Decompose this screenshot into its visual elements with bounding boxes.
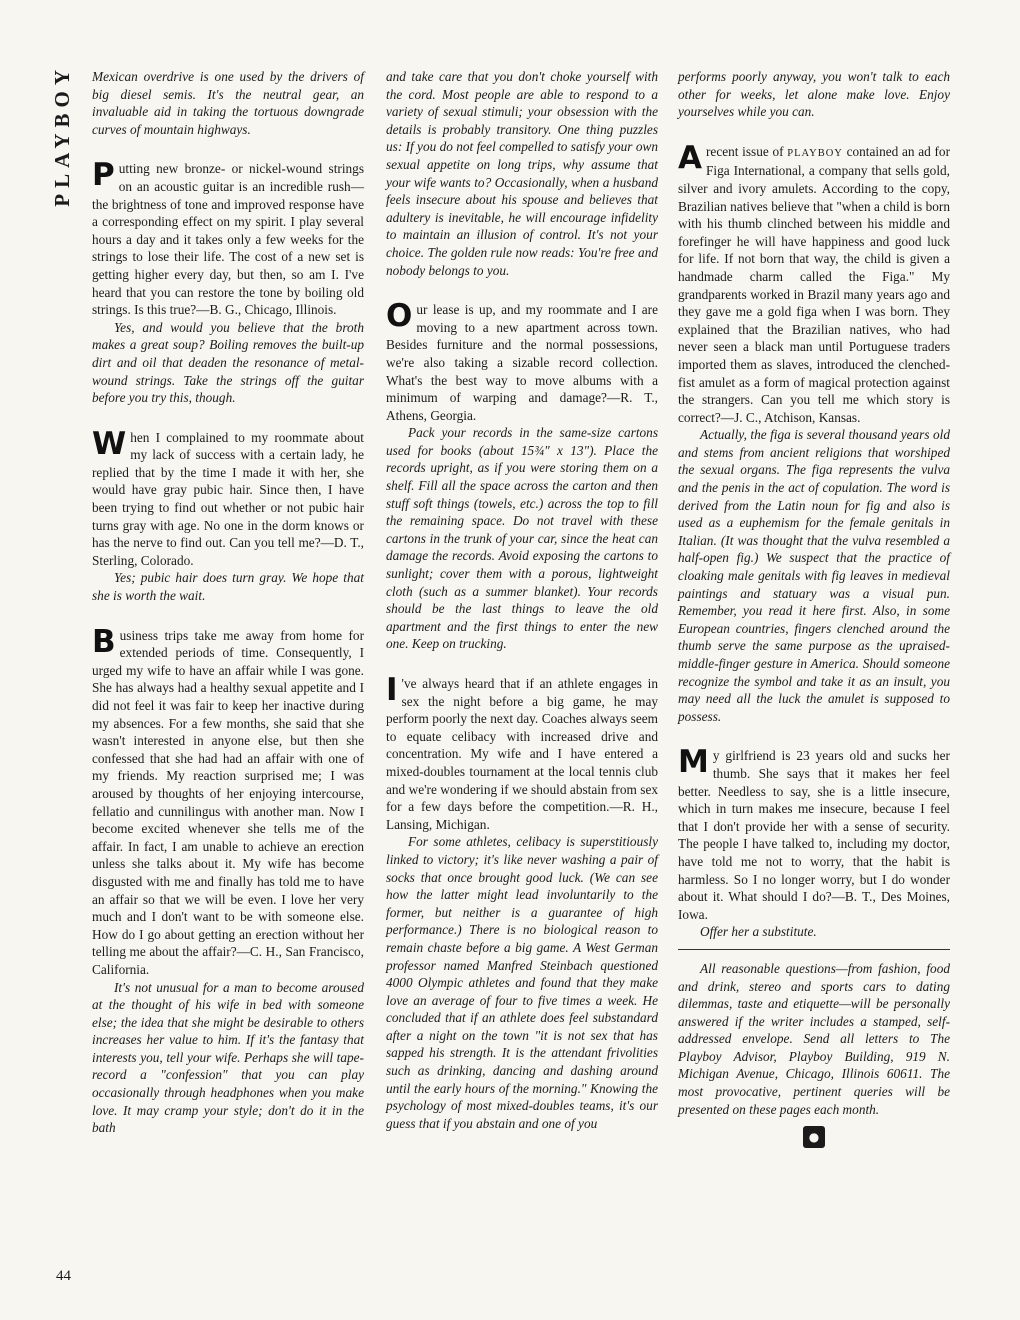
answer-text: For some athletes, celibacy is superstitiously linked to victory; it's like never washing a pair of socks that once brought good luck. (We can see how the latter might lead involuntarily to the former, but neither is a guarantee of high performance.) There is no biological reason to remain chaste before a big game. A West German professor named Manfred Steinbach questioned 4000 Olympic athletes and found that they make love an average of four to five times a week. He concluded that if an athlete does feel substandard after a night on the town "it is not sex that has sapped his strength. It is the attendant frivolities such as drinking, dancing and dashing around until the early hours of the morning." Knowing the psychology of most mixed-doubles teams, it's our guess that if you abstain and one of you: [386, 834, 658, 1131]
question-text: My girlfriend is 23 years old and sucks her thumb. She says that it makes her feel better. Needless to say, she is a little insecure, which in turn makes me insecure, because I feel that I don't provide her with a sense of security. The people I have talked to, including my doctor, have told me not to worry, that the habit is harmless. So I no longer worry, but I do wonder about it. What should I do?—B. T., Des Moines, Iowa.: [678, 744, 950, 922]
column-2: [386, 68, 658, 1132]
answer-text: performs poorly anyway, you won't talk to each other for weeks, let alone make love. Enjoy yourselves while you can.: [678, 69, 950, 120]
answer-text: Yes, and would you believe that the broth makes a great soup? Boiling removes the built-up dirt and oil that deaden the resonance of metal-wound strings. Take the strings off the guitar before you try this, though.: [92, 319, 364, 406]
answer-text: Offer her a substitute.: [700, 924, 817, 940]
answer-text: Pack your records in the same-size cartons used for books (about 15¾" x 13"). Place the records upright, as if you were storing them on a shelf. Fill all the space across the carton and then stuff soft things (towels, etc.) across the top to fill the remaining space. Do not travel with these cartons in the trunk of your car, since the heat can damage the records. Avoid exposing the cartons to sunlight; cover them with a porous, lightweight cloth (such as a summer blanket). Your records should be the last things to leave the old apartment and the first things to enter the new one. Keep on trucking.: [386, 425, 658, 652]
masthead: PLAYBOY: [50, 64, 74, 207]
drop-cap: I: [386, 672, 398, 708]
answer-text: It's not unusual for a man to become aroused at the thought of his wife in bed with someone else; the idea that she might be desirable to others increases her value to him. If it's the fantasy that interests you, tell your wife. Perhaps she will tape-record a "confession" that you can play occasionally through headphones when you make love. It may cramp your style; don't do it in the bath: [92, 979, 364, 1136]
drop-cap: W: [92, 425, 127, 462]
column-1: [92, 68, 364, 1137]
drop-cap: O: [386, 298, 413, 335]
answer-text: Mexican overdrive is one used by the drivers of big diesel semis. It's the neutral gear, an invaluable aid in taking the tortuous downgrade curves of mountain highways.: [92, 69, 364, 137]
question-text: Our lease is up, and my roommate and I are moving to a new apartment across town. Besides furniture and the normal possessions, we're also taking a sizable record collection. What's the best way to move albums with a minimum of warping and damage?—R. T., Athens, Georgia.: [386, 298, 658, 423]
question-text: A recent issue of PLAYBOY contained an ad for Figa International, a company that sells gold, silver and ivory amulets. According to the copy, Brazilian natives believe that "when a child is born with his thumb clinched between his middle and forefinger he will have happiness and good luck for life. If not born that way, the child is given a handmade charm called the Figa." My grandparents worked in Brazil many years ago and they gave me a gold figa when I was born. They explained that the Brazilian natives, who had never seen a black man until Portuguese traders imported them as slaves, introduced the clenched-fist amulet as a form of magical protection against the strangers. Can you tell me which story is correct?—J. C., Atchison, Kansas.: [678, 139, 950, 425]
answer-text: Actually, the figa is several thousand years old and stems from ancient religions that worshiped the sexual organs. The figa represents the vulva and the penis in the act of copulation. The word is derived from the Latin noun for fig and also is used as a euphemism for the female genitals in Italian. (It was thought that the vulva resembled a half-open fig.) We suspect that the practice of cloaking male genitals with fig leaves in medieval paintings and statuary was a visual pun. Remember, you read it here first. Also, in some European countries, fingers clenched around the thumb serve the same purpose as the upraised-middle-finger gesture in America. Should someone recognize the symbol and take it as an insult, you may need all the luck the amulet is supposed to possess.: [678, 427, 950, 724]
question-text: I 've always heard that if an athlete engages in sex the night before a big game, he may perform poorly the next day. Coaches always seem to equate celibacy with increased drive and concentration. My wife and I have entered a mixed-doubles tournament at the local tennis club and we're wondering if we should abstain from sex for a few days before the competition.—R. H., Lansing, Michigan.: [386, 672, 658, 832]
answer-text: and take care that you don't choke yourself with the cord. Most people are able to respond to a variety of sexual stimuli; your obsession with the details is probably transitory. One thing puzzles us: If you do not feel compelled to satisfy your own sexual appetite on long trips, why assume that your wife wants to? Occasionally, when a husband feels insecure about his spouse and believes that adultery is inevitable, he will encourage infidelity to maintain an illusion of control. It's not your choice. The golden rule now reads: You're free and nobody belongs to you.: [386, 69, 658, 278]
drop-cap: M: [678, 744, 709, 781]
playboy-smallcaps: PLAYBOY: [787, 147, 843, 159]
drop-cap: P: [92, 157, 115, 194]
question-text: When I complained to my roommate about my lack of success with a certain lady, he replied that by the time I made it with her, she would have gray pubic hair. Since then, I have been trying to find out whether or not pubic hair turns gray with age. No one in the dorm knows or has the nerve to find out. Can you tell me?—D. T., Sterling, Colorado.: [92, 425, 364, 568]
drop-cap: B: [92, 623, 116, 660]
rabbit-head-icon: ●: [803, 1126, 825, 1148]
question-text: Business trips take me away from home for extended periods of time. Consequently, I urged my wife to have an affair while I was gone. She has always had a healthy sexual appetite and I did not feel it was fair to keep her inactive during my absences. For a few months, she said that she wasn't interested in anyone else, but then she confessed that she had had an affair with one of my friends. My reaction surprised me; I was aroused by thoughts of her enjoying intercourse, fellatio and cunnilingus with another man. Now I become excited whenever she tells me of the affair. In fact, I am unable to achieve an erection unless she talks about it. My wife has become disgusted with me and finally has told me to have an affair so that we will be even. I love her very much and I don't want to be with someone else. How do I go about getting an erection without her telling me about the affair?—C. H., San Francisco, California.: [92, 623, 364, 977]
answer-text: Yes; pubic hair does turn gray. We hope that she is worth the wait.: [92, 570, 364, 604]
submission-note: All reasonable questions—from fashion, food and drink, stereo and sports cars to dating dilemmas, taste and etiquette—will be personally answered if the writer includes a stamped, self-addressed envelope. Send all letters to The Playboy Advisor, Playboy Building, 919 N. Michigan Avenue, Chicago, Illinois 60611. The most provocative, pertinent queries will be presented on these pages each month.: [678, 960, 950, 1117]
page-number: 44: [56, 1268, 71, 1284]
column-3: [678, 68, 950, 1148]
divider: [678, 949, 950, 950]
drop-cap: A: [678, 139, 702, 176]
question-text: Putting new bronze- or nickel-wound strings on an acoustic guitar is an incredible rush—the brightness of tone and improved response have a corresponding effect on my spirit. I play several hours a day and it takes only a few weeks for the strings to lose their life. The cost of a new set is getting higher every day, but then, so am I. I've heard that you can restore the tone by boiling old strings. Is this true?—B. G., Chicago, Illinois.: [92, 157, 364, 318]
